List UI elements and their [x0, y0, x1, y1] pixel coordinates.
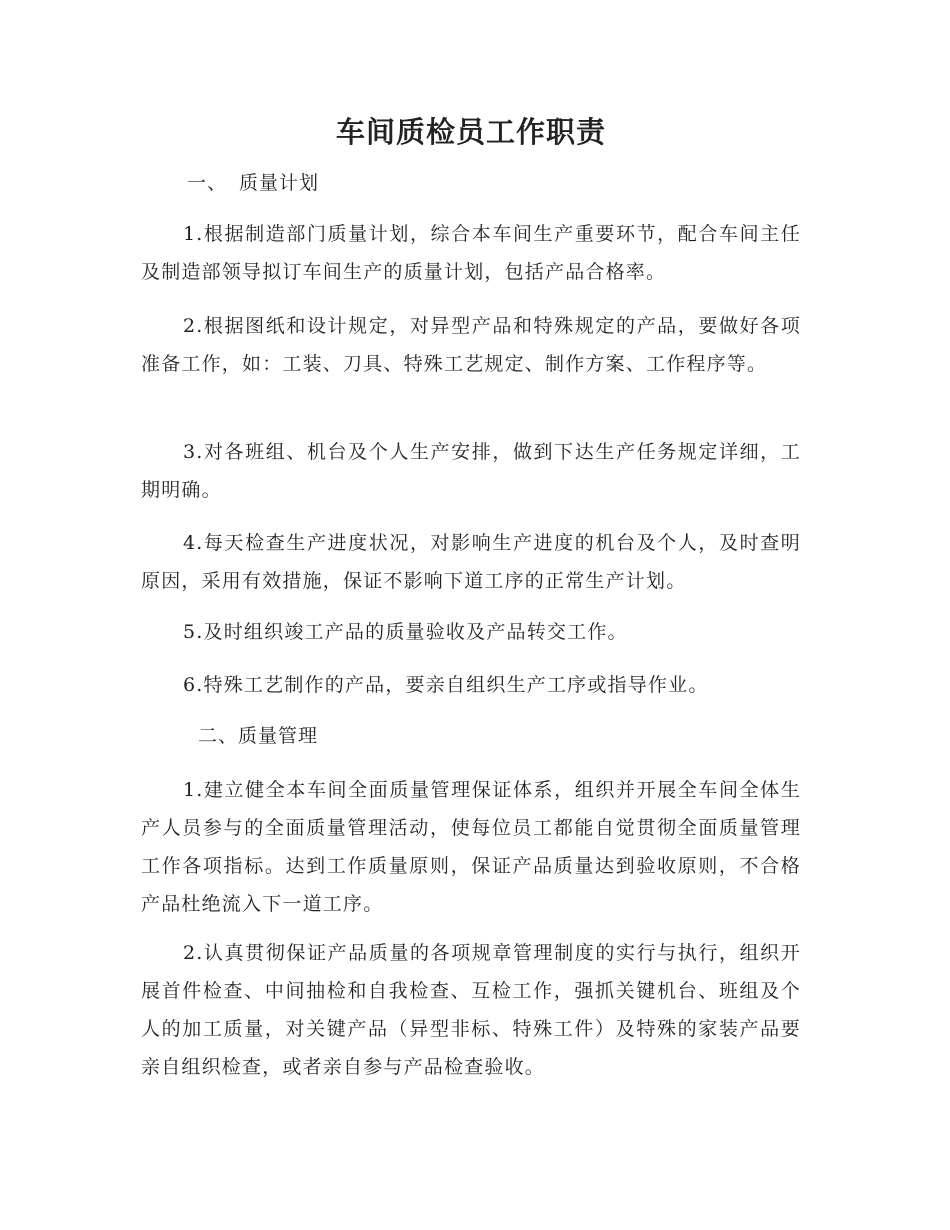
document-title: 车间质检员工作职责 [335, 115, 606, 149]
paragraph-plan-4: 4.每天检查生产进度状况，对影响生产进度的机台及个人，及时查明原因，采用有效措施，保证不影响下道工序的正常生产计划。 [141, 532, 801, 592]
section-heading-text: 质量计划 [239, 172, 320, 194]
section-heading-quality-plan [187, 168, 319, 198]
paragraph-plan-3: 3.对各班组、机台及个人生产安排，做到下达生产任务规定详细，工期明确。 [141, 441, 801, 501]
paragraph-plan-2: 2.根据图纸和设计规定，对异型产品和特殊规定的产品，要做好各项准备工作，如：工装、刀具、特殊工艺规定、制作方案、工作程序等。 [141, 315, 801, 375]
paragraph-management-1: 1.建立健全本车间全面质量管理保证体系，组织并开展全车间全体生产人员参与的全面质量管理活动，使每位员工都能自觉贯彻全面质量管理工作各项指标。达到工作质量原则，保证产品质量达到验收原则，不合格产品杜绝流入下一道工序。 [141, 779, 801, 915]
paragraph-plan-5: 5.及时组织竣工产品的质量验收及产品转交工作。 [183, 621, 628, 643]
document-page [141, 0, 801, 1230]
paragraph-plan-6: 6.特殊工艺制作的产品，要亲自组织生产工序或指导作业。 [183, 674, 709, 696]
section-number: 一、 [187, 172, 228, 194]
paragraph-plan-1: 1.根据制造部门质量计划，综合本车间生产重要环节，配合车间主任及制造部领导拟订车间生产的质量计划，包括产品合格率。 [141, 223, 801, 283]
section-heading-quality-management: 二、质量管理 [198, 725, 319, 747]
paragraph-management-2: 2.认真贯彻保证产品质量的各项规章管理制度的实行与执行，组织开展首件检查、中间抽检和自我检查、互检工作，强抓关键机台、班组及个人的加工质量，对关键产品（异型非标、特殊工件）及特殊的家装产品要亲自组织检查，或者亲自参与产品检查验收。 [141, 942, 801, 1078]
